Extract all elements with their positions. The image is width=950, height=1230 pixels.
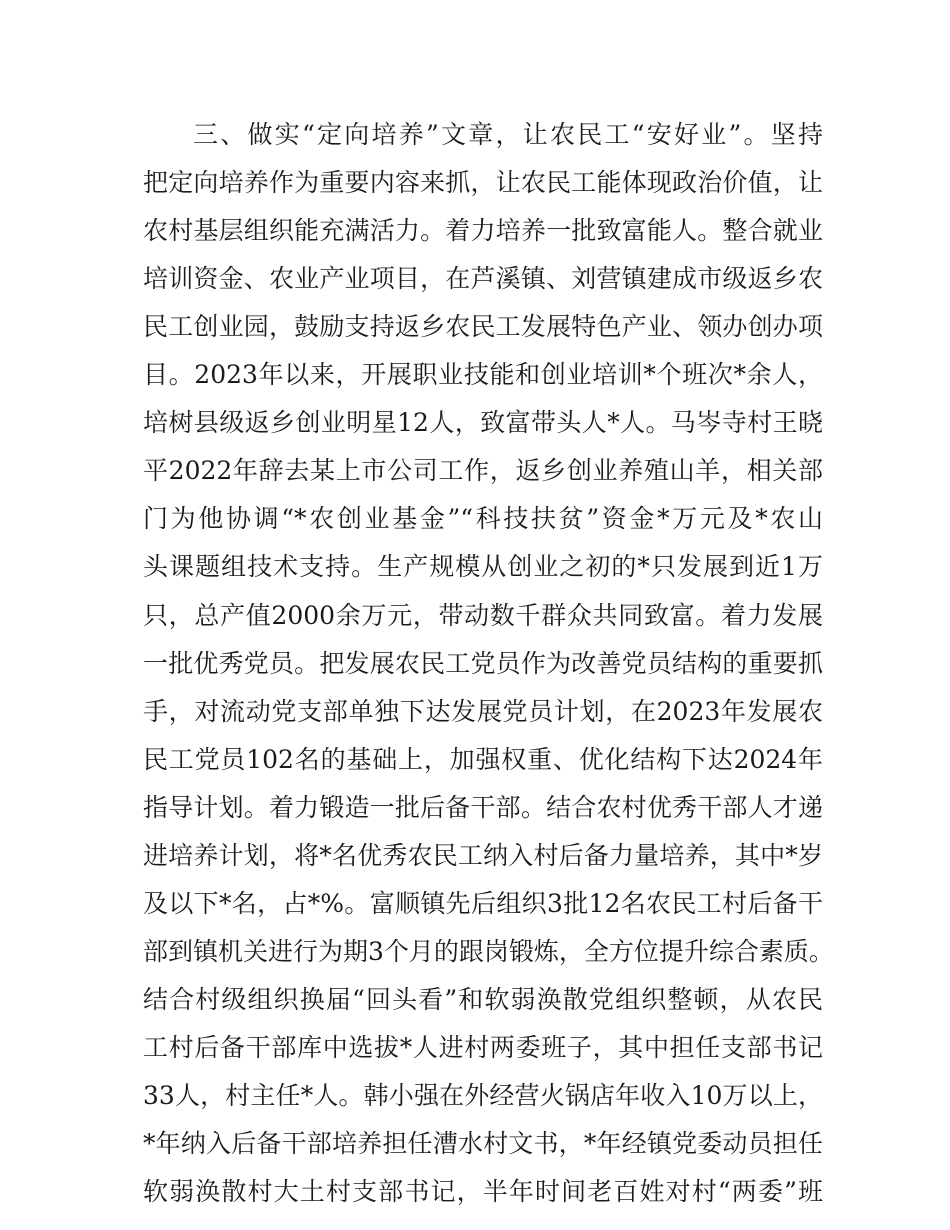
paragraph-line: 农村基层组织能充满活力。着力培养一批致富能人。整合就业: [143, 216, 823, 246]
paragraph-line: 培树县级返乡创业明星12人，致富带头人*人。马岑寺村王晓: [143, 408, 823, 438]
paragraph-line: 民工党员102名的基础上，加强权重、优化结构下达2024年: [143, 744, 823, 774]
paragraph-line: 只，总产值2000余万元，带动数千群众共同致富。着力发展: [143, 600, 823, 630]
paragraph-line: 一批优秀党员。把发展农民工党员作为改善党员结构的重要抓: [143, 648, 823, 678]
paragraph-line: 33人，村主任*人。韩小强在外经营火锅店年收入10万以上，: [143, 1081, 823, 1110]
paragraph-line: 结合村级组织换届“回头看”和软弱涣散党组织整顿，从农民: [143, 984, 823, 1014]
paragraph-line: 部到镇机关进行为期3个月的跟岗锻炼，全方位提升综合素质。: [143, 936, 834, 966]
paragraph-line: 工村后备干部库中选拔*人进村两委班子，其中担任支部书记: [143, 1032, 823, 1062]
paragraph-line: 进培养计划，将*名优秀农民工纳入村后备力量培养，其中*岁: [143, 840, 823, 870]
paragraph-line: 培训资金、农业产业项目，在芦溪镇、刘营镇建成市级返乡农: [143, 264, 823, 294]
paragraph-line: 及以下*名，占*%。富顺镇先后组织3批12名农民工村后备干: [143, 888, 823, 918]
paragraph-line: *年纳入后备干部培养担任漕水村文书，*年经镇党委动员担任: [143, 1129, 823, 1159]
paragraph-line: 三、做实“定向培养”文章，让农民工“安好业”。坚持: [193, 120, 823, 149]
paragraph-line: 手，对流动党支部单独下达发展党员计划，在2023年发展农: [143, 696, 823, 726]
paragraph-line: 门为他协调“*农创业基金”“科技扶贫”资金*万元及*农山: [143, 504, 823, 534]
paragraph-line: 指导计划。着力锻造一批后备干部。结合农村优秀干部人才递: [143, 792, 823, 822]
paragraph-line: 软弱涣散村大土村支部书记，半年时间老百姓对村“两委”班: [143, 1177, 823, 1207]
paragraph-line: 把定向培养作为重要内容来抓，让农民工能体现政治价值，让: [143, 168, 823, 198]
paragraph-line: 目。2023年以来，开展职业技能和创业培训*个班次*余人，: [143, 360, 823, 390]
paragraph-line: 平2022年辞去某上市公司工作，返乡创业养殖山羊，相关部: [143, 456, 823, 486]
paragraph-line: 头课题组技术支持。生产规模从创业之初的*只发展到近1万: [143, 552, 823, 582]
paragraph-line: 民工创业园，鼓励支持返乡农民工发展特色产业、领办创办项: [143, 312, 823, 342]
